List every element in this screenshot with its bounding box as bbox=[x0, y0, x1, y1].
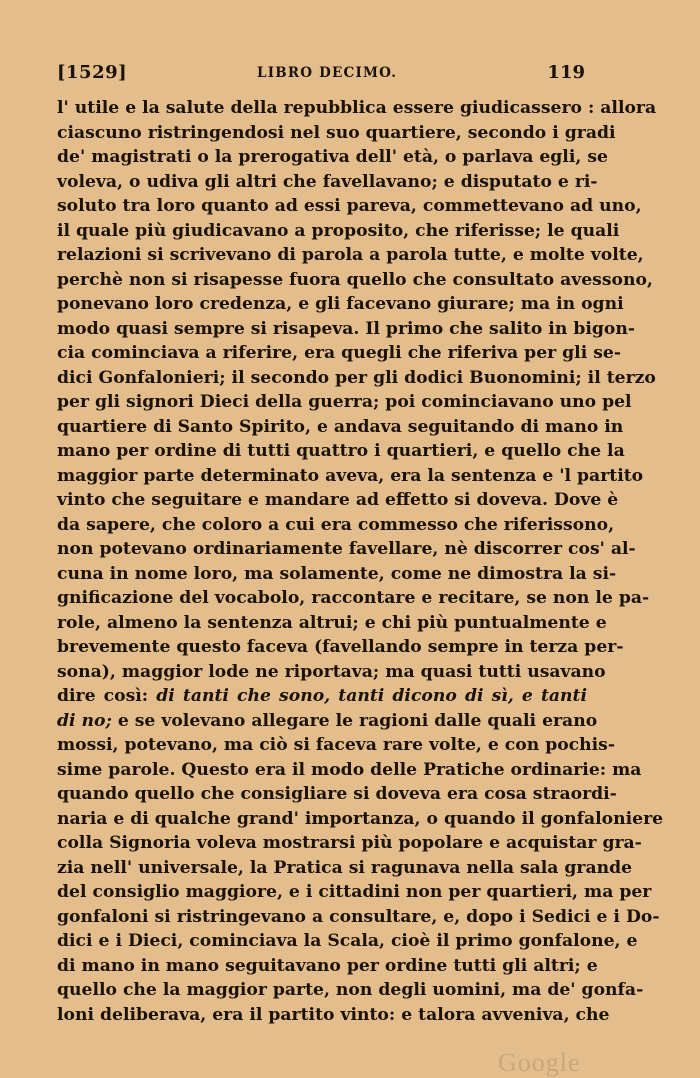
text-segment: dire così: bbox=[57, 686, 157, 706]
header-year: [1529] bbox=[57, 62, 128, 83]
running-header bbox=[57, 62, 587, 86]
text-line: cuna in nome loro, ma solamente, come ne dimostra la si- bbox=[57, 563, 617, 584]
text-line: loni deliberava, era il partito vinto: e talora avveniva, che bbox=[57, 1004, 610, 1025]
page-number: 119 bbox=[547, 62, 585, 83]
text-line: mossi, potevano, ma ciò si faceva rare volte, e con pochis- bbox=[57, 735, 615, 755]
text-line: del consiglio maggiore, e i cittadini non per quartieri, ma per bbox=[57, 882, 652, 902]
text-line: maggior parte determinato aveva, era la sentenza e 'l partito bbox=[57, 465, 644, 486]
text-line: l' utile e la salute della repubblica essere giudicassero : allora bbox=[57, 98, 657, 118]
text-line: per gli signori Dieci della guerra; poi cominciavano uno pel bbox=[57, 392, 632, 412]
text-line: non potevano ordinariamente favellare, nè discorrer cos' al- bbox=[57, 539, 636, 559]
text-line: gnificazione del vocabolo, raccontare e recitare, se non le pa- bbox=[57, 588, 650, 608]
text-line: dici Gonfalonieri; il secondo per gli dodici Buonomini; il terzo bbox=[57, 367, 656, 388]
italic-quote: di tanti che sono, tanti dicono di sì, e tanti bbox=[156, 686, 587, 706]
text-line: vinto che seguitare e mandare ad effetto si doveva. Dove è bbox=[57, 490, 619, 510]
text-line: di mano in mano seguitavano per ordine tutti gli altri; e bbox=[57, 955, 598, 976]
body-text bbox=[57, 96, 664, 1027]
header-title: LIBRO DECIMO. bbox=[257, 65, 398, 81]
text-line: voleva, o udiva gli altri che favellavano; e disputato e ri- bbox=[57, 171, 598, 192]
text-line: zia nell' universale, la Pratica si ragunava nella sala grande bbox=[57, 857, 633, 878]
text-line: sona), maggior lode ne riportava; ma quasi tutti usavano bbox=[57, 661, 606, 682]
text-line-italic bbox=[57, 709, 598, 734]
text-line: de' magistrati o la prerogativa dell' età, o parlava egli, se bbox=[57, 147, 608, 167]
text-line: ciascuno ristringendosi nel suo quartiere, secondo i gradi bbox=[57, 122, 616, 143]
text-line: sime parole. Questo era il modo delle Pratiche ordinarie: ma bbox=[57, 759, 642, 780]
text-line: quando quello che consigliare si doveva era cosa straordi- bbox=[57, 784, 617, 804]
text-line: modo quasi sempre si risapeva. Il primo che salito in bigon- bbox=[57, 318, 635, 339]
text-line: dici e i Dieci, cominciava la Scala, cioè il primo gonfalone, e bbox=[57, 931, 638, 951]
text-line: naria e di qualche grand' importanza, o quando il gonfaloniere bbox=[57, 808, 664, 829]
text-line: quello che la maggior parte, non degli uomini, ma de' gonfa- bbox=[57, 980, 644, 1000]
text-line: role, almeno la sentenza altrui; e chi più puntualmente e bbox=[57, 612, 607, 633]
text-line: cia cominciava a riferire, era quegli che riferiva per gli se- bbox=[57, 343, 621, 363]
text-line: gonfaloni si ristringevano a consultare, e, dopo i Sedici e i Do- bbox=[57, 906, 660, 927]
text-line: relazioni si scrivevano di parola a parola tutte, e molte volte, bbox=[57, 245, 644, 265]
text-line: colla Signoria voleva mostrarsi più popolare e acquistar gra- bbox=[57, 833, 642, 853]
text-line: soluto tra loro quanto ad essi pareva, commettevano ad uno, bbox=[57, 196, 642, 216]
google-watermark: Google bbox=[498, 1048, 581, 1077]
text-line: ponevano loro credenza, e gli facevano giurare; ma in ogni bbox=[57, 294, 624, 314]
text-line: da sapere, che coloro a cui era commesso che riferissono, bbox=[57, 514, 615, 535]
text-line: perchè non si risapesse fuora quello che consultato avessono, bbox=[57, 269, 653, 290]
text-line: brevemente questo faceva (favellando sempre in terza per- bbox=[57, 637, 624, 657]
italic-quote: di no; bbox=[57, 710, 112, 731]
text-segment: e se volevano allegare le ragioni dalle quali erano bbox=[111, 710, 598, 731]
text-line-italic bbox=[57, 684, 587, 709]
text-line: il quale più giudicavano a proposito, che riferisse; le quali bbox=[57, 220, 620, 241]
text-line: quartiere di Santo Spirito, e andava seguitando di mano in bbox=[57, 416, 624, 437]
text-line: mano per ordine di tutti quattro i quartieri, e quello che la bbox=[57, 441, 625, 461]
